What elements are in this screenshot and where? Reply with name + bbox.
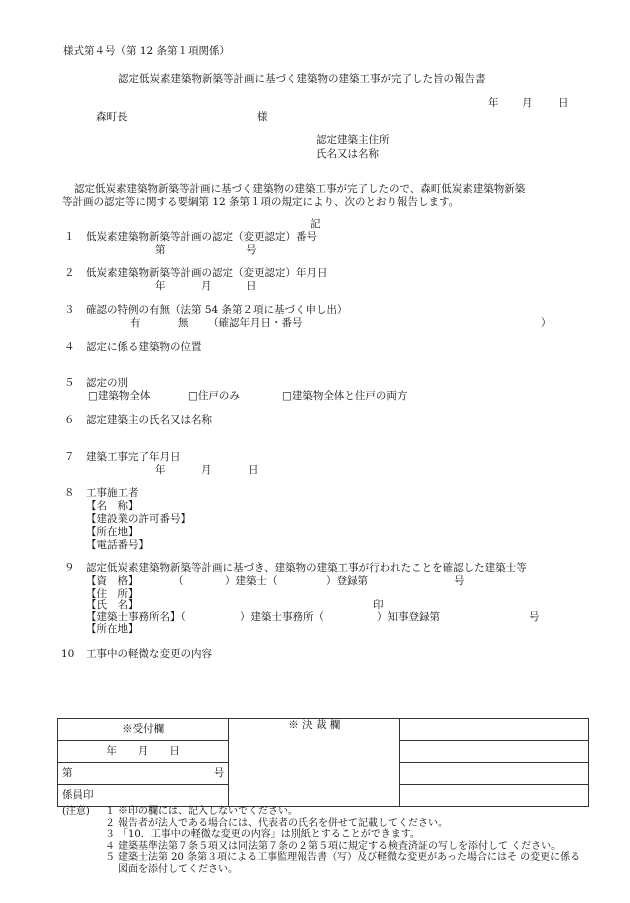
item-2-label: 低炭素建築物新築等計画の認定（変更認定）年月日 [86,267,328,279]
decision-cell-3 [400,763,589,785]
item-5-label: 認定の別 [86,377,128,389]
item-4-number: ４ [64,341,75,353]
item-1-dai: 第 [155,244,166,256]
reception-number-prefix: 第 [62,767,73,780]
item-7-day: 日 [248,464,259,476]
item-5-option-whole[interactable]: □建築物全体 [88,390,151,402]
item-9-field-address: 【住 所】 [86,588,139,600]
applicant-address-label: 認定建築主住所 [316,134,390,146]
item-10-label: 工事中の軽微な変更の内容 [86,648,212,660]
item-2-year: 年 [155,280,166,292]
reception-number-suffix: 号 [213,767,225,780]
decision-cell-4 [400,785,589,807]
item-8-field-name: 【名 称】 [86,500,139,512]
item-9-go: 号 [454,575,465,587]
item-9-paren-open: （ [173,575,184,587]
decision-header: ※ 決 裁 欄 [229,719,400,807]
applicant-name-label: 氏名又は名称 [316,148,379,160]
intro-line-1: 認定低炭素建築物新築等計画に基づく建築物の建築工事が完了したので、森町低炭素建築物新築 [74,183,526,195]
note-2: ２ 報告者が法人である場合には、代表者の氏名を併せて記載してください。 [105,817,448,829]
item-7-year: 年 [155,464,166,476]
item-9-field-office: 【建築士事務所名】（ [86,611,186,623]
item-8-label: 工事施工者 [86,487,139,499]
date-year-label: 年 [488,97,499,109]
ki-heading: 記 [310,218,321,230]
item-4-label: 認定に係る建築物の位置 [86,341,202,353]
honorific: 様 [257,111,268,123]
item-6-number: ６ [64,414,75,426]
item-1-go: 号 [246,244,257,256]
date-month-label: 月 [522,97,533,109]
item-8-field-phone: 【電話番号】 [86,539,149,551]
item-9-architect-type: ）建築士（ [225,575,278,587]
item-7-label: 建築工事完了年月日 [86,451,181,463]
note-5: ５ 建築士法第 20 条第３項による工事監理報告書（写）及び軽微な変更があった場合にはそ の変更に係る図面を添付してください。 [105,852,581,875]
note-1: (注意) １ ※印の欄には、記入しないでください。 [62,806,298,817]
item-5-option-units[interactable]: □住戸のみ [188,390,240,402]
item-6-label: 認定建築主の氏名又は名称 [86,414,212,426]
item-9-governor-registration: ）知事登録第 [377,611,440,623]
item-3-close: ） [541,317,552,329]
item-2-month: 月 [201,280,212,292]
notes-heading: (注意) [62,806,90,817]
reception-date: 年 月 日 [58,741,229,763]
item-1-number: １ [64,231,75,243]
item-2-day: 日 [246,280,257,292]
item-3-detail: （確認年月日・番号 [208,317,303,329]
item-9-field-qualification: 【資 格】 [86,575,139,587]
notes-section [62,806,588,875]
item-5-number: ５ [64,377,75,389]
reception-decision-table [57,718,589,807]
intro-line-2: 等計画の認定等に関する要綱第 12 条第１項の規定により、次のとおり報告します。 [62,196,460,208]
item-9-number: ９ [64,562,75,574]
item-8-number: ８ [64,487,75,499]
item-8-field-license: 【建設業の許可番号】 [86,513,191,525]
item-3-yes: 有 [130,317,141,329]
date-day-label: 日 [558,97,569,109]
item-9-office-type: ）建築士事務所（ [240,611,324,623]
seal-mark: 印 [373,599,384,611]
reception-header: ※受付欄 [58,719,229,741]
item-7-month: 月 [201,464,212,476]
reception-number [58,763,229,785]
item-9-office-go: 号 [529,611,540,623]
item-7-number: ７ [64,451,75,463]
item-10-number: 10 [61,648,75,660]
item-3-number: ３ [64,304,75,316]
item-9-registration: ）登録第 [326,575,368,587]
item-8-field-address: 【所在地】 [86,526,139,538]
form-number: 様式第４号（第 12 条第１項関係） [63,45,231,57]
staff-seal-label: 係員印 [58,785,229,807]
addressee: 森町長 [96,111,128,123]
item-5-option-both[interactable]: □建築物全体と住戸の両方 [282,390,408,402]
item-9-label: 認定低炭素建築物新築等計画に基づき、建築物の建築工事が行われたことを確認した建築士等 [86,562,527,574]
item-2-number: ２ [64,267,75,279]
item-3-label: 確認の特例の有無（法第 54 条第２項に基づく申し出） [86,304,348,316]
item-3-no: 無 [178,317,189,329]
decision-cell-1 [400,719,589,741]
item-1-label: 低炭素建築物新築等計画の認定（変更認定）番号 [86,231,317,243]
page-title: 認定低炭素建築物新築等計画に基づく建築物の建築工事が完了した旨の報告書 [118,73,486,85]
note-4: ４ 建築基準法第７条５項又は同法第７条の２第５項に規定する検査済証の写しを添付して ください。 [105,840,562,852]
note-3: ３ 「10．工事中の軽微な変更の内容」は別紙とすることができます。 [105,829,420,840]
item-9-field-name: 【氏 名】 [86,599,139,611]
item-9-field-office-location: 【所在地】 [86,623,139,635]
decision-cell-2 [400,741,589,763]
